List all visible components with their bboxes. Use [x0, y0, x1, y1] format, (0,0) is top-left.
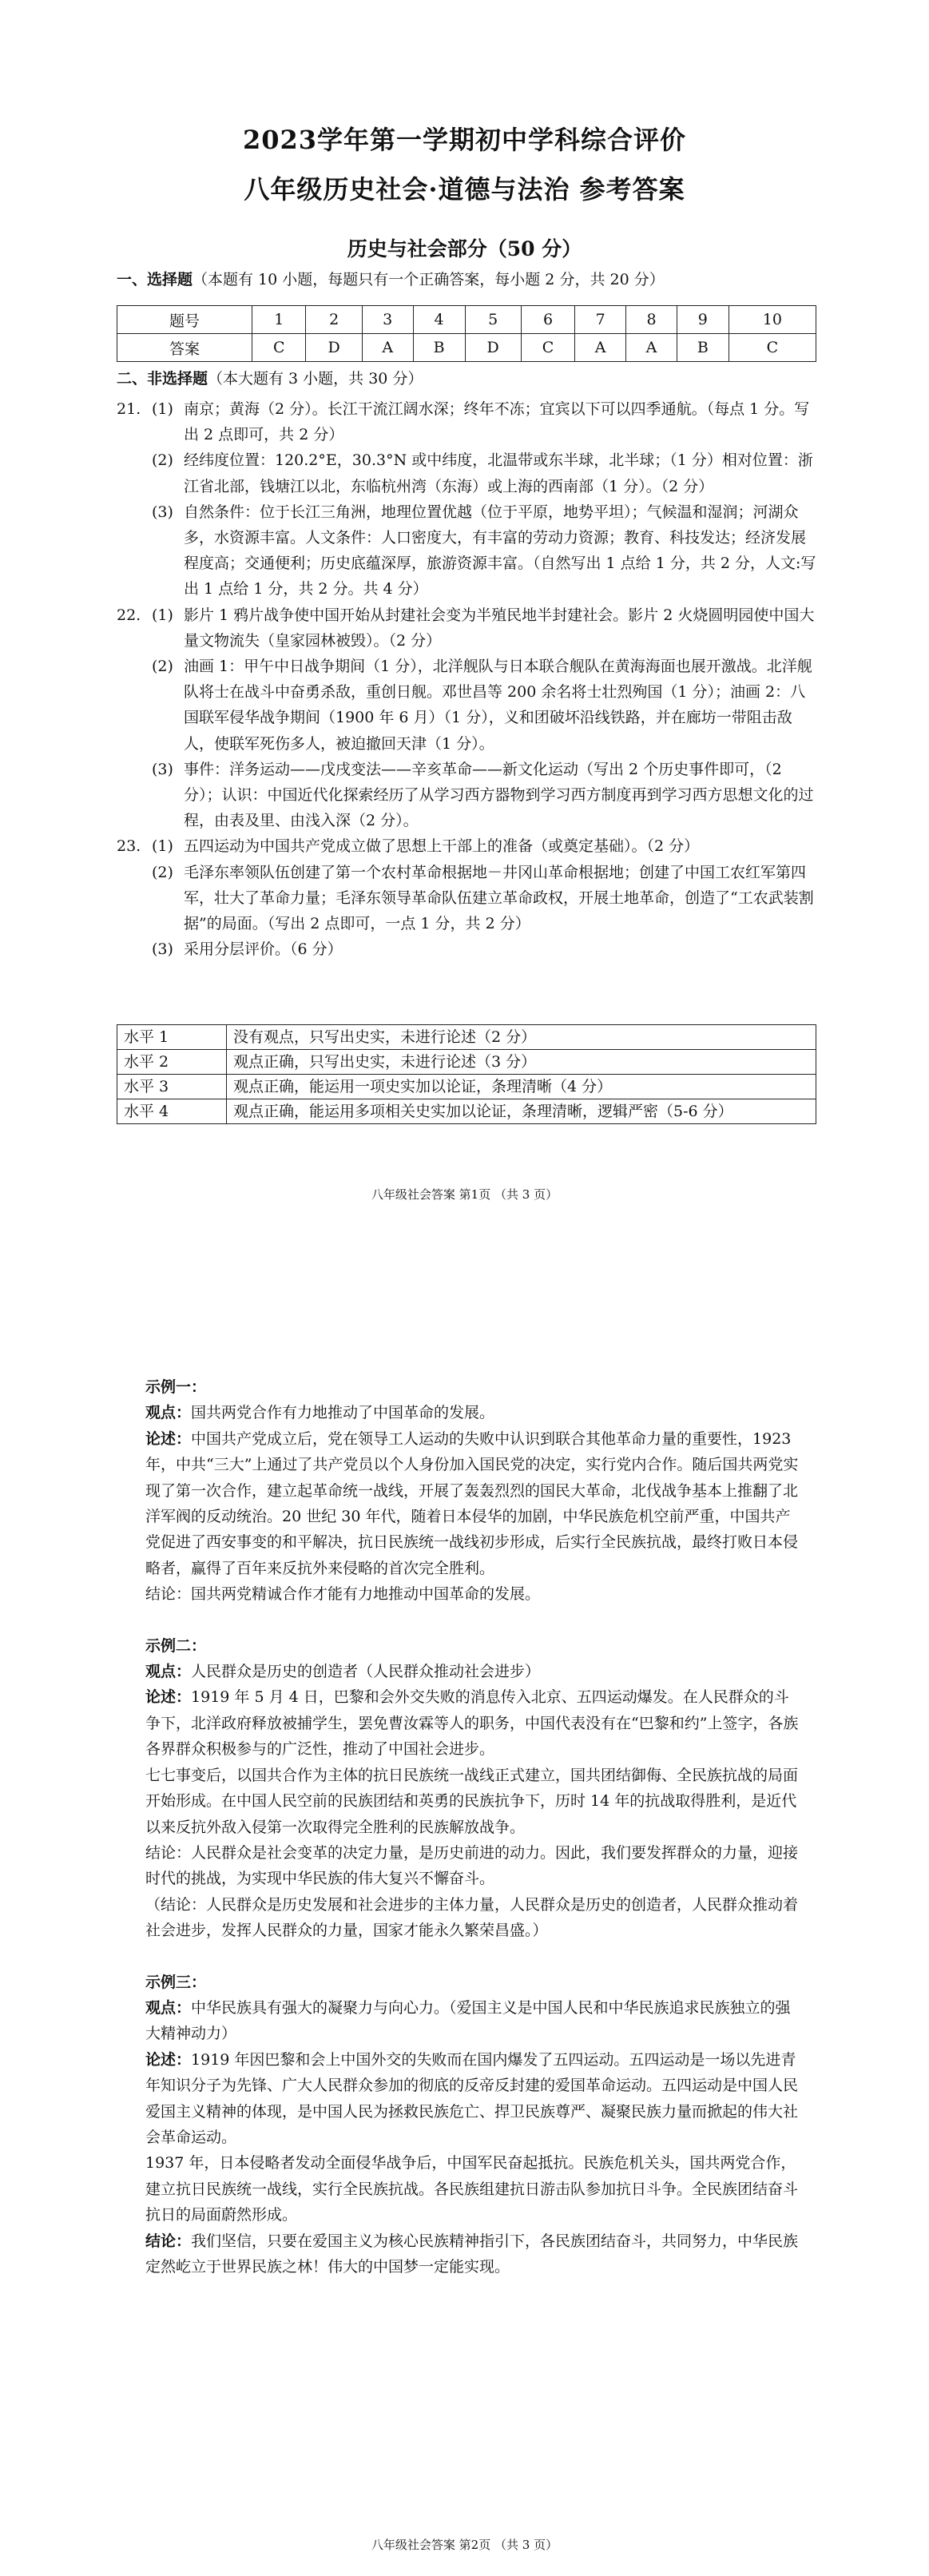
answer-table-row-numbers	[117, 306, 816, 334]
viewpoint-text: 中华民族具有强大的凝聚力与向心力。（爱国主义是中国人民和中华民族追求民族独立的强大精神动力）	[145, 1998, 791, 2043]
viewpoint-label: 观点：	[145, 1404, 192, 1422]
question-number-cell: 9	[677, 306, 729, 334]
sub-answer-text: 油画 1：甲午中日战争期间（1 分），北洋舰队与日本联合舰队在黄海海面也展开激战。北洋舰队将士在战斗中奋勇杀敌，重创日舰。邓世昌等 200 余名将士壮烈殉国（1 分）；油画 2：八国联军侵华战争期间（1900 年 6 月）（1 分），义和团破坏沿线铁路，并在廊坊一带阻击敌人，使联军死伤多人，被迫撤回天津（1 分）。	[184, 658, 812, 753]
sub-number: (1)	[152, 837, 173, 856]
viewpoint-label: 观点：	[145, 1663, 192, 1681]
sample-title: 示例二：	[145, 1636, 207, 1655]
sub-answer-text: 南京；黄海（2 分）。长江干流江阔水深；终年不冻；宜宾以下可以四季通航。（每点 1 分。写出 2 点即可，共 2 分）	[184, 400, 810, 444]
sub-answer	[152, 654, 820, 757]
answer-cell: B	[677, 334, 729, 362]
section2-heading	[117, 366, 820, 392]
level-description-cell: 没有观点，只写出史实，未进行论述（2 分）	[227, 1025, 816, 1050]
answer-cell: A	[575, 334, 626, 362]
sample-conclusion	[145, 2228, 802, 2280]
question-21	[117, 396, 820, 602]
section2-note: （本大题有 3 小题，共 30 分）	[208, 370, 423, 388]
question-number-cell: 5	[465, 306, 521, 334]
question-number-cell: 4	[413, 306, 465, 334]
document-title: 2023学年第一学期初中学科综合评价	[242, 125, 687, 155]
level-description-cell: 观点正确，能运用多项相关史实加以论证，条理清晰，逻辑严密（5-6 分）	[227, 1099, 816, 1124]
answer-page-1	[0, 0, 929, 1262]
sub-answer-text: 经纬度位置：120.2°E，30.3°N 或中纬度，北温带或东半球，北半球；（1 分）相对位置：浙江省北部，钱塘江以北，东临杭州湾（东海）或上海的西南部（1 分）。（2 分）	[184, 451, 813, 495]
sub-answer	[152, 499, 820, 602]
argument-text-continued: 七七事变后，以国共合作为主体的抗日民族统一战线正式建立，国共团结御侮、全民族抗战的局面开始形成。在中国人民空前的民族团结和英勇的民族抗争下，历时 14 年的抗战取得胜利，是近代以来反抗外敌入侵第一次取得完全胜利的民族解放战争。	[145, 1766, 799, 1836]
question-number-cell: 1	[252, 306, 306, 334]
section1-heading	[117, 267, 820, 292]
question-23	[117, 833, 820, 962]
table-row	[117, 1075, 816, 1099]
argument-text: 1919 年 5 月 4 日，巴黎和会外交失败的消息传入北京、五四运动爆发。在人民群众的斗争下，北洋政府释放被捕学生，罢免曹汝霖等人的职务，中国代表没有在“巴黎和约”上签字，各族各界群众积极参与的广泛性，推动了中国社会进步。	[145, 1688, 799, 1759]
viewpoint-label: 观点：	[145, 1998, 192, 2017]
sub-number: (3)	[152, 760, 173, 778]
answer-cell: C	[521, 334, 574, 362]
question-number-cell: 7	[575, 306, 626, 334]
question-number-cell: 6	[521, 306, 574, 334]
sample-answer-1	[145, 1374, 802, 1608]
section-heading: 历史与社会部分（50 分）	[347, 237, 582, 260]
sub-number: (1)	[152, 400, 173, 418]
question-number-cell: 3	[362, 306, 413, 334]
argument-label: 论述：	[145, 1688, 192, 1707]
sample-answer-2	[145, 1633, 802, 1944]
question-number-cell: 2	[306, 306, 362, 334]
non-choice-answers	[117, 396, 820, 962]
answer-cell: A	[626, 334, 677, 362]
sub-answer	[152, 602, 820, 654]
question-number-cell: 10	[729, 306, 816, 334]
question-number-cell: 8	[626, 306, 677, 334]
level-cell: 水平 1	[117, 1025, 227, 1050]
sample-answers	[145, 1374, 802, 2280]
sub-answer	[152, 757, 820, 834]
sample-conclusion-alt: （结论：人民群众是历史发展和社会进步的主体力量，人民群众是历史的创造者，人民群众推动着社会进步，发挥人民群众的力量，国家才能永久繁荣昌盛。）	[145, 1895, 799, 1940]
answer-cell: D	[465, 334, 521, 362]
sub-answer-text: 影片 1 鸦片战争使中国开始从封建社会变为半殖民地半封建社会。影片 2 火烧圆明园使中国大量文物流失（皇家园林被毁）。（2 分）	[184, 606, 815, 650]
table-row	[117, 1025, 816, 1050]
level-cell: 水平 3	[117, 1075, 227, 1099]
answer-cell: C	[252, 334, 306, 362]
answer-cell: B	[413, 334, 465, 362]
argument-text: 1919 年因巴黎和会上中国外交的失败而在国内爆发了五四运动。五四运动是一场以先进青年知识分子为先锋、广大人民群众参加的彻底的反帝反封建的爱国革命运动。五四运动是中国人民爱国主义精神的体现，是中国人民为拯救民族危亡、捍卫民族尊严、凝聚民族力量而掀起的伟大社会革命运动。	[145, 2050, 799, 2146]
sub-number: (2)	[152, 863, 173, 881]
table-row	[117, 1050, 816, 1075]
level-cell: 水平 2	[117, 1050, 227, 1075]
section1-note: （本题有 10 小题，每题只有一个正确答案，每小题 2 分，共 20 分）	[193, 271, 665, 288]
table-row	[117, 1099, 816, 1124]
sample-argument	[145, 1426, 802, 1581]
answer-cell: C	[729, 334, 816, 362]
sample-viewpoint	[145, 1400, 802, 1425]
sample-conclusion: 结论：国共两党精诚合作才能有力地推动中国革命的发展。	[145, 1585, 541, 1604]
conclusion-text: 我们坚信，只要在爱国主义为核心民族精神指引下，各民族团结奋斗，共同努力，中华民族定然屹立于世界民族之林！伟大的中国梦一定能实现。	[145, 2232, 799, 2276]
sample-answer-3	[145, 1970, 802, 2280]
answer-table	[117, 305, 816, 362]
viewpoint-text: 国共两党合作有力地推动了中国革命的发展。	[191, 1404, 495, 1422]
sub-answer	[152, 936, 820, 962]
level-description-cell: 观点正确，能运用一项史实加以论证，条理清晰（4 分）	[227, 1075, 816, 1099]
page-footer: 八年级社会答案 第1页 （共 3 页）	[371, 1187, 558, 1202]
sample-title: 示例三：	[145, 1973, 207, 1991]
level-cell: 水平 4	[117, 1099, 227, 1124]
answer-cell: A	[362, 334, 413, 362]
viewpoint-text: 人民群众是历史的创造者（人民群众推动社会进步）	[191, 1663, 541, 1681]
sub-number: (3)	[152, 503, 173, 521]
conclusion-label: 结论：	[145, 2232, 192, 2250]
question-number: 21.	[117, 400, 141, 418]
sample-viewpoint	[145, 1995, 802, 2047]
table-header-cell: 答案	[117, 334, 252, 362]
sub-number: (3)	[152, 940, 173, 959]
sample-title: 示例一：	[145, 1378, 207, 1396]
sub-answer-text: 五四运动为中国共产党成立做了思想上干部上的准备（或奠定基础）。（2 分）	[184, 837, 700, 856]
table-header-cell: 题号	[117, 306, 252, 334]
document-subtitle: 八年级历史社会·道德与法治 参考答案	[244, 174, 685, 205]
section1-label: 一、选择题	[117, 271, 193, 288]
section2-label: 二、非选择题	[117, 370, 208, 388]
sample-argument	[145, 2047, 802, 2151]
sample-viewpoint	[145, 1659, 802, 1684]
argument-label: 论述：	[145, 1429, 192, 1448]
sub-number: (2)	[152, 451, 173, 470]
sub-answer-text: 毛泽东率领队伍创建了第一个农村革命根据地－井冈山革命根据地；创建了中国工农红军第四军，壮大了革命力量；毛泽东领导革命队伍建立革命政权，开展土地革命，创造了“工农武装割据”的局面。（写出 2 点即可，一点 1 分，共 2 分）	[184, 863, 814, 933]
sub-number: (1)	[152, 606, 173, 624]
answer-table-row-answers	[117, 334, 816, 362]
sample-conclusion: 结论：人民群众是社会变革的决定力量，是历史前进的动力。因此，我们要发挥群众的力量，迎接时代的挑战，为实现中华民族的伟大复兴不懈奋斗。	[145, 1843, 799, 1888]
sub-answer-text: 事件：洋务运动——戊戌变法——辛亥革命——新文化运动（写出 2 个历史事件即可，（2 分）；认识：中国近代化探索经历了从学习西方器物到学习西方制度再到学习西方思想文化的过程，由表及里、由浅入深（2 分）。	[184, 760, 814, 830]
sample-argument	[145, 1684, 802, 1762]
scoring-levels-table	[117, 1024, 816, 1124]
argument-label: 论述：	[145, 2050, 192, 2069]
sub-answer	[152, 833, 820, 859]
answer-cell: D	[306, 334, 362, 362]
question-22	[117, 602, 820, 834]
argument-text-continued: 1937 年，日本侵略者发动全面侵华战争后，中国军民奋起抵抗。民族危机关头，国共两党合作，建立抗日民族统一战线，实行全民族抗战。各民族组建抗日游击队参加抗日斗争。全民族团结奋斗抗日的局面蔚然形成。	[145, 2154, 799, 2224]
answer-page-2	[0, 1286, 929, 2576]
sub-answer-text: 自然条件：位于长江三角洲，地理位置优越（位于平原，地势平坦）；气候温和湿润；河湖众多，水资源丰富。人文条件：人口密度大，有丰富的劳动力资源；教育、科技发达；经济发展程度高；交通便利；历史底蕴深厚，旅游资源丰富。（自然写出 1 点给 1 分，共 2 分，人文:写出 1 点给 1 分，共 2 分。共 4 分）	[184, 503, 816, 598]
sub-answer-text: 采用分层评价。（6 分）	[184, 940, 343, 959]
sub-answer	[152, 447, 820, 499]
question-number: 22.	[117, 606, 141, 624]
sub-number: (2)	[152, 658, 173, 676]
argument-text: 中国共产党成立后，党在领导工人运动的失败中认识到联合其他革命力量的重要性，1923 年，中共“三大”上通过了共产党员以个人身份加入国民党的决定，实行党内合作。随后国共两党实现了第一次合作，建立起革命统一战线，开展了轰轰烈烈的国民大革命，北伐战争基本上推翻了北洋军阀的反动统治。20 世纪 30 年代，随着日本侵华的加剧，中华民族危机空前严重，中国共产党促进了西安事变的和平解决，抗日民族统一战线初步形成，后实行全民族抗战，最终打败日本侵略者，赢得了百年来反抗外来侵略的首次完全胜利。	[145, 1429, 799, 1577]
sub-answer	[152, 860, 820, 937]
question-number: 23.	[117, 837, 141, 856]
sub-answer	[152, 396, 820, 447]
level-description-cell: 观点正确，只写出史实，未进行论述（3 分）	[227, 1050, 816, 1075]
page-footer: 八年级社会答案 第2页 （共 3 页）	[371, 2538, 558, 2552]
